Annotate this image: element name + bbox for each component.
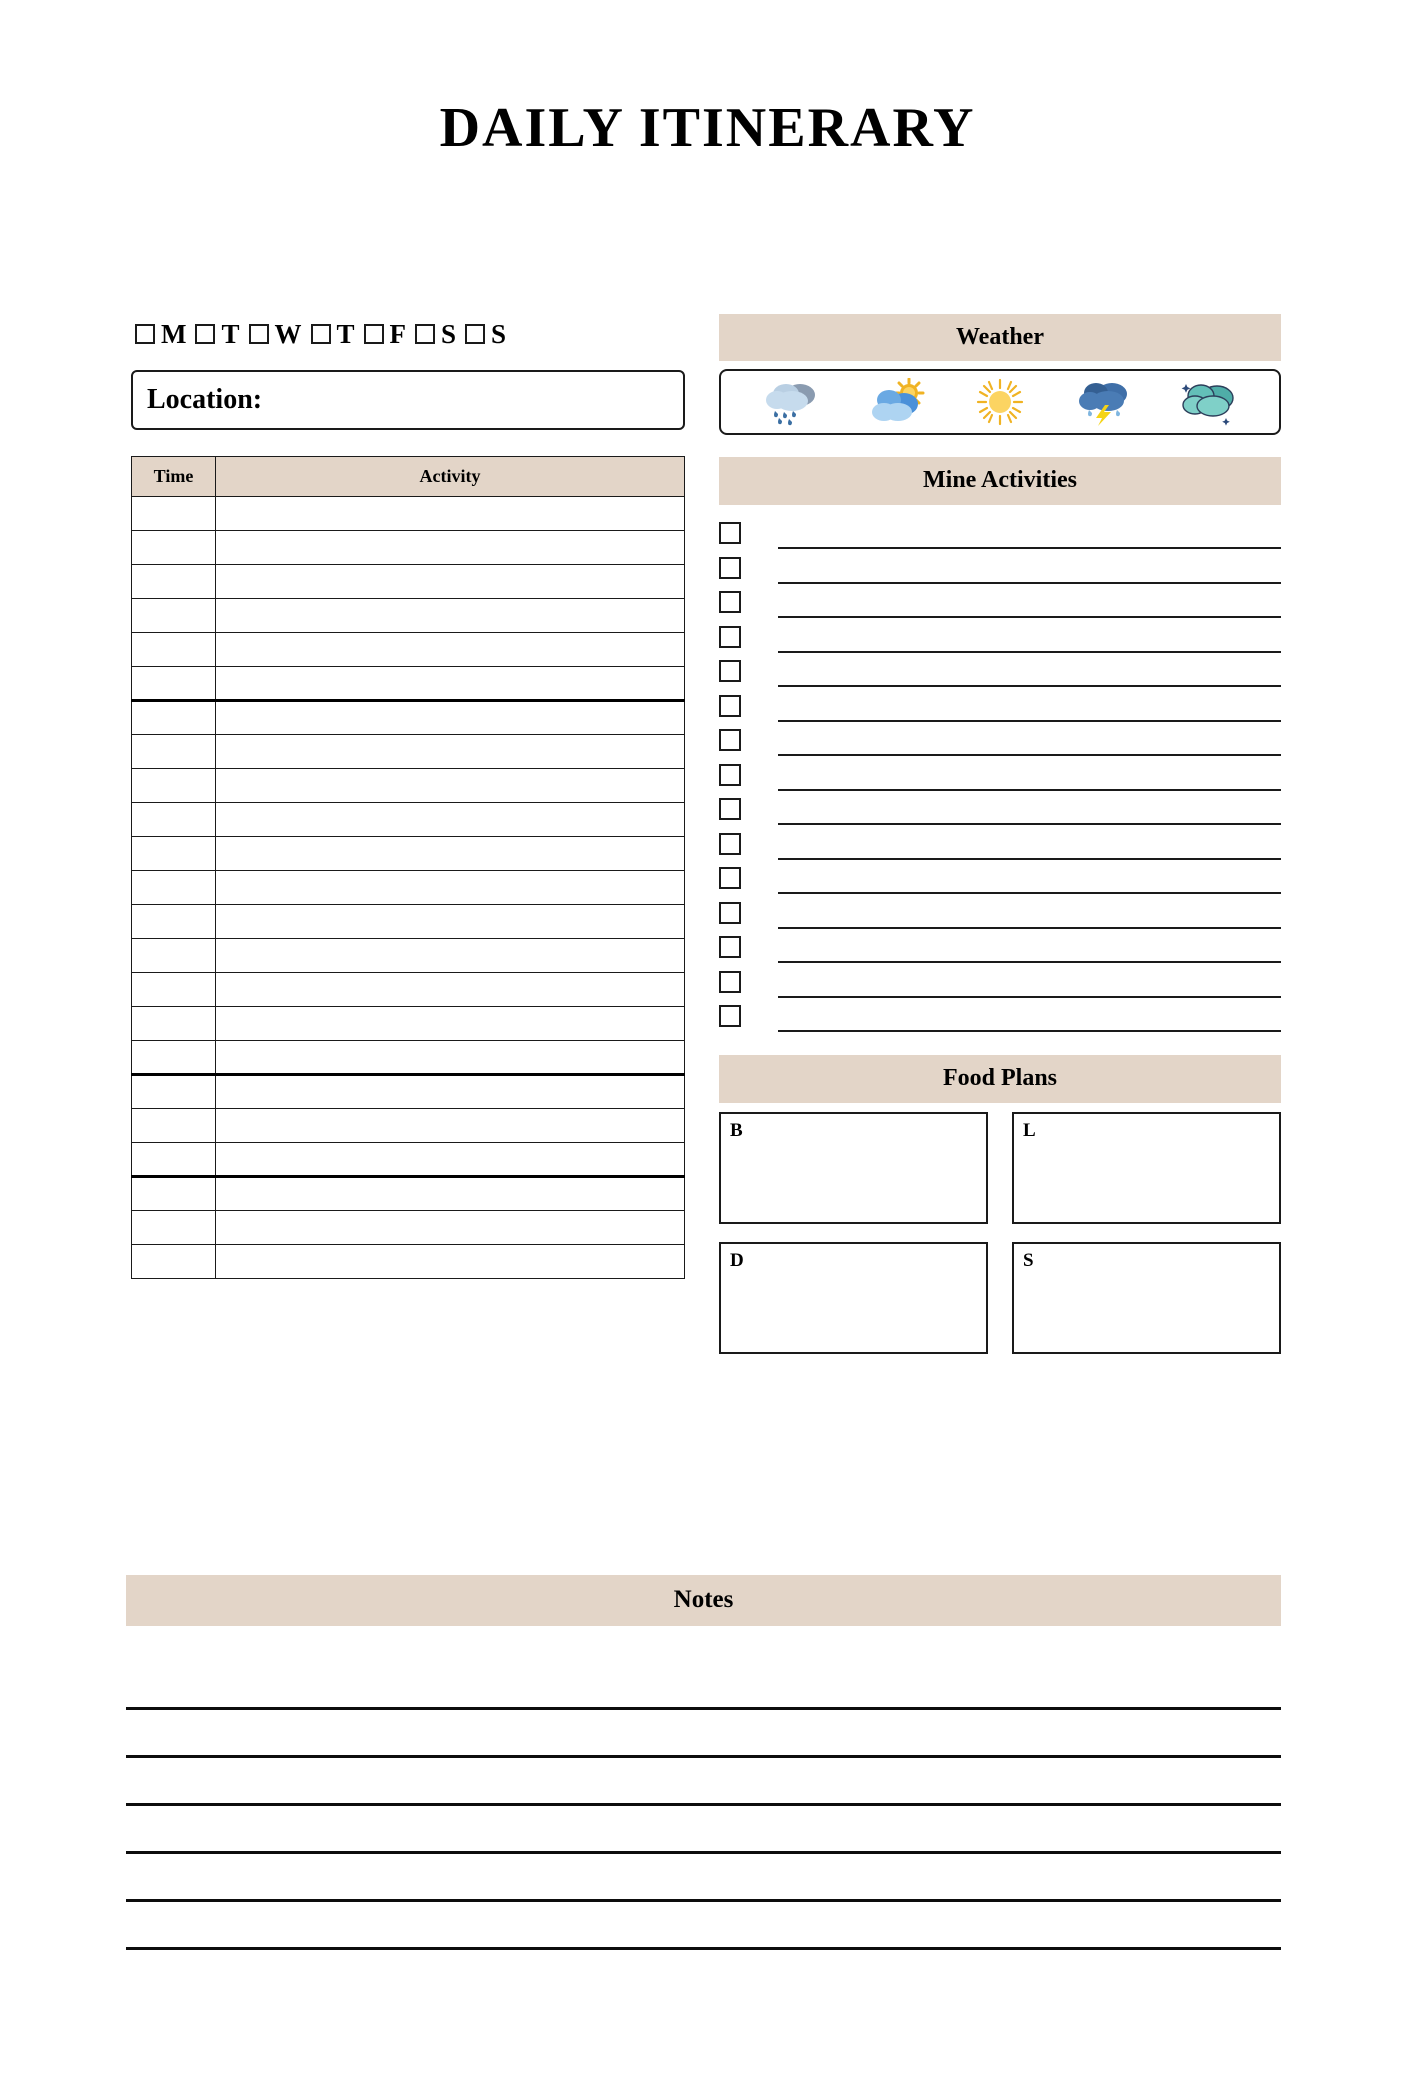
checkbox-icon[interactable] xyxy=(719,936,741,958)
activity-write-line[interactable] xyxy=(778,927,1281,929)
time-cell[interactable] xyxy=(132,1041,216,1075)
table-row[interactable] xyxy=(132,735,685,769)
time-cell[interactable] xyxy=(132,837,216,871)
time-cell[interactable] xyxy=(132,531,216,565)
notes-section-header: Notes xyxy=(126,1575,1281,1626)
checkbox-icon[interactable] xyxy=(364,324,384,344)
time-cell[interactable] xyxy=(132,735,216,769)
mine-activities-section-header: Mine Activities xyxy=(719,457,1281,504)
mine-activities-list xyxy=(719,515,1281,1033)
table-row[interactable] xyxy=(132,1211,685,1245)
checkbox-icon[interactable] xyxy=(719,971,741,993)
note-write-line[interactable] xyxy=(126,1854,1281,1902)
list-item[interactable] xyxy=(719,929,1281,964)
itinerary-table-body xyxy=(132,497,685,1279)
time-cell[interactable] xyxy=(132,769,216,803)
activity-write-line[interactable] xyxy=(778,1030,1281,1032)
activity-cell[interactable] xyxy=(216,803,685,837)
checkbox-icon[interactable] xyxy=(719,1005,741,1027)
location-field[interactable] xyxy=(131,370,685,430)
note-write-line[interactable] xyxy=(126,1902,1281,1950)
day-of-week-selector xyxy=(131,314,685,354)
note-write-line[interactable] xyxy=(126,1662,1281,1710)
note-write-line[interactable] xyxy=(126,1710,1281,1758)
table-row[interactable] xyxy=(132,633,685,667)
day-checkbox-item[interactable] xyxy=(249,318,302,349)
time-cell[interactable] xyxy=(132,1007,216,1041)
activity-cell[interactable] xyxy=(216,837,685,871)
rain-cloud-icon[interactable] xyxy=(759,378,823,426)
activity-write-line[interactable] xyxy=(778,616,1281,618)
time-cell[interactable] xyxy=(132,497,216,531)
day-label: M xyxy=(161,318,187,349)
time-cell[interactable] xyxy=(132,803,216,837)
time-cell[interactable] xyxy=(132,633,216,667)
food-plan-label: S xyxy=(1023,1249,1034,1271)
right-column xyxy=(719,314,1281,1354)
table-row[interactable] xyxy=(132,837,685,871)
activity-cell[interactable] xyxy=(216,531,685,565)
activity-write-line[interactable] xyxy=(778,547,1281,549)
food-plan-box[interactable] xyxy=(1012,1242,1281,1354)
food-plan-box[interactable] xyxy=(1012,1112,1281,1224)
list-item[interactable] xyxy=(719,515,1281,550)
activity-cell[interactable] xyxy=(216,667,685,701)
list-item[interactable] xyxy=(719,687,1281,722)
checkbox-icon[interactable] xyxy=(719,626,741,648)
checkbox-icon[interactable] xyxy=(719,522,741,544)
activity-write-line[interactable] xyxy=(778,789,1281,791)
activity-write-line[interactable] xyxy=(778,651,1281,653)
time-cell[interactable] xyxy=(132,599,216,633)
table-row[interactable] xyxy=(132,531,685,565)
checkbox-icon[interactable] xyxy=(719,557,741,579)
checkbox-icon[interactable] xyxy=(719,764,741,786)
note-write-line[interactable] xyxy=(126,1758,1281,1806)
activity-cell[interactable] xyxy=(216,939,685,973)
table-row[interactable] xyxy=(132,803,685,837)
time-cell[interactable] xyxy=(132,1143,216,1177)
thunderstorm-icon[interactable] xyxy=(1072,378,1136,426)
table-row[interactable] xyxy=(132,1007,685,1041)
list-item[interactable] xyxy=(719,653,1281,688)
activity-cell[interactable] xyxy=(216,1109,685,1143)
time-cell[interactable] xyxy=(132,939,216,973)
table-row[interactable] xyxy=(132,871,685,905)
activity-cell[interactable] xyxy=(216,905,685,939)
table-row[interactable] xyxy=(132,905,685,939)
activity-write-line[interactable] xyxy=(778,961,1281,963)
checkbox-icon[interactable] xyxy=(719,867,741,889)
activity-cell[interactable] xyxy=(216,1211,685,1245)
list-item[interactable] xyxy=(719,618,1281,653)
food-plan-label: L xyxy=(1023,1119,1036,1141)
list-item[interactable] xyxy=(719,722,1281,757)
list-item[interactable] xyxy=(719,894,1281,929)
activity-write-line[interactable] xyxy=(778,754,1281,756)
activity-write-line[interactable] xyxy=(778,858,1281,860)
checkbox-icon[interactable] xyxy=(415,324,435,344)
list-item[interactable] xyxy=(719,756,1281,791)
note-write-line[interactable] xyxy=(126,1806,1281,1854)
activity-cell[interactable] xyxy=(216,1143,685,1177)
list-item[interactable] xyxy=(719,963,1281,998)
checkbox-icon[interactable] xyxy=(719,729,741,751)
checkbox-icon[interactable] xyxy=(195,324,215,344)
food-plan-label: B xyxy=(730,1119,743,1141)
weather-icon-strip xyxy=(719,369,1281,435)
sun-icon[interactable] xyxy=(968,378,1032,426)
checkbox-icon[interactable] xyxy=(311,324,331,344)
list-item[interactable] xyxy=(719,998,1281,1033)
list-item[interactable] xyxy=(719,584,1281,619)
table-row[interactable] xyxy=(132,973,685,1007)
activity-cell[interactable] xyxy=(216,1075,685,1109)
notes-lines xyxy=(126,1662,1281,1950)
food-plan-label: D xyxy=(730,1249,744,1271)
list-item[interactable] xyxy=(719,549,1281,584)
day-checkbox-item[interactable] xyxy=(415,318,457,349)
day-checkbox-item[interactable] xyxy=(364,318,407,349)
time-cell[interactable] xyxy=(132,1211,216,1245)
activity-write-line[interactable] xyxy=(778,823,1281,825)
table-row[interactable] xyxy=(132,1177,685,1211)
activity-cell[interactable] xyxy=(216,769,685,803)
snow-cloud-icon[interactable] xyxy=(1177,378,1241,426)
table-row[interactable] xyxy=(132,1143,685,1177)
activity-cell[interactable] xyxy=(216,1007,685,1041)
day-label: F xyxy=(389,318,407,349)
table-row[interactable] xyxy=(132,565,685,599)
activity-cell[interactable] xyxy=(216,701,685,735)
table-row[interactable] xyxy=(132,1041,685,1075)
food-plan-box[interactable] xyxy=(719,1242,988,1354)
checkbox-icon[interactable] xyxy=(719,591,741,613)
daily-itinerary-page xyxy=(0,96,1415,2096)
activity-write-line[interactable] xyxy=(778,720,1281,722)
list-item[interactable] xyxy=(719,825,1281,860)
time-cell[interactable] xyxy=(132,973,216,1007)
activity-write-line[interactable] xyxy=(778,892,1281,894)
activity-cell[interactable] xyxy=(216,1041,685,1075)
time-cell[interactable] xyxy=(132,1245,216,1279)
activity-write-line[interactable] xyxy=(778,996,1281,998)
left-column xyxy=(131,314,685,1279)
activity-cell[interactable] xyxy=(216,633,685,667)
activity-cell[interactable] xyxy=(216,735,685,769)
checkbox-icon[interactable] xyxy=(135,324,155,344)
checkbox-icon[interactable] xyxy=(719,833,741,855)
table-row[interactable] xyxy=(132,1075,685,1109)
activity-write-line[interactable] xyxy=(778,582,1281,584)
weather-section-header: Weather xyxy=(719,314,1281,361)
time-cell[interactable] xyxy=(132,905,216,939)
day-checkbox-item[interactable] xyxy=(465,318,507,349)
checkbox-icon[interactable] xyxy=(719,902,741,924)
time-cell[interactable] xyxy=(132,701,216,735)
list-item[interactable] xyxy=(719,791,1281,826)
location-label: Location: xyxy=(147,384,263,415)
food-plans-grid xyxy=(719,1112,1281,1354)
activity-cell[interactable] xyxy=(216,497,685,531)
activity-cell[interactable] xyxy=(216,1177,685,1211)
activity-cell[interactable] xyxy=(216,565,685,599)
time-cell[interactable] xyxy=(132,1075,216,1109)
day-label: S xyxy=(491,318,507,349)
checkbox-icon[interactable] xyxy=(719,798,741,820)
table-row[interactable] xyxy=(132,701,685,735)
table-row[interactable] xyxy=(132,599,685,633)
day-label: S xyxy=(441,318,457,349)
time-cell[interactable] xyxy=(132,1177,216,1211)
day-checkbox-item[interactable] xyxy=(311,318,355,349)
itinerary-table xyxy=(131,456,685,1279)
checkbox-icon[interactable] xyxy=(249,324,269,344)
itinerary-table-head xyxy=(132,457,685,497)
column-header-time: Time xyxy=(132,457,216,497)
table-row[interactable] xyxy=(132,497,685,531)
activity-cell[interactable] xyxy=(216,871,685,905)
day-label: T xyxy=(336,318,355,349)
table-row[interactable] xyxy=(132,769,685,803)
time-cell[interactable] xyxy=(132,871,216,905)
day-checkbox-item[interactable] xyxy=(135,318,187,349)
activity-cell[interactable] xyxy=(216,599,685,633)
checkbox-icon[interactable] xyxy=(719,660,741,682)
table-row[interactable] xyxy=(132,1245,685,1279)
activity-cell[interactable] xyxy=(216,1245,685,1279)
day-label: T xyxy=(221,318,240,349)
activity-cell[interactable] xyxy=(216,973,685,1007)
checkbox-icon[interactable] xyxy=(719,695,741,717)
table-row[interactable] xyxy=(132,1109,685,1143)
food-plans-section-header: Food Plans xyxy=(719,1055,1281,1102)
time-cell[interactable] xyxy=(132,565,216,599)
day-checkbox-item[interactable] xyxy=(195,318,240,349)
list-item[interactable] xyxy=(719,860,1281,895)
time-cell[interactable] xyxy=(132,1109,216,1143)
column-header-activity: Activity xyxy=(216,457,685,497)
page-title: DAILY ITINERARY xyxy=(439,97,976,159)
day-label: W xyxy=(274,318,302,349)
checkbox-icon[interactable] xyxy=(465,324,485,344)
table-row[interactable] xyxy=(132,939,685,973)
itinerary-header-row xyxy=(132,457,685,497)
time-cell[interactable] xyxy=(132,667,216,701)
food-plan-box[interactable] xyxy=(719,1112,988,1224)
sun-behind-cloud-icon[interactable] xyxy=(864,378,928,426)
activity-write-line[interactable] xyxy=(778,685,1281,687)
table-row[interactable] xyxy=(132,667,685,701)
notes-section xyxy=(126,1575,1281,1950)
